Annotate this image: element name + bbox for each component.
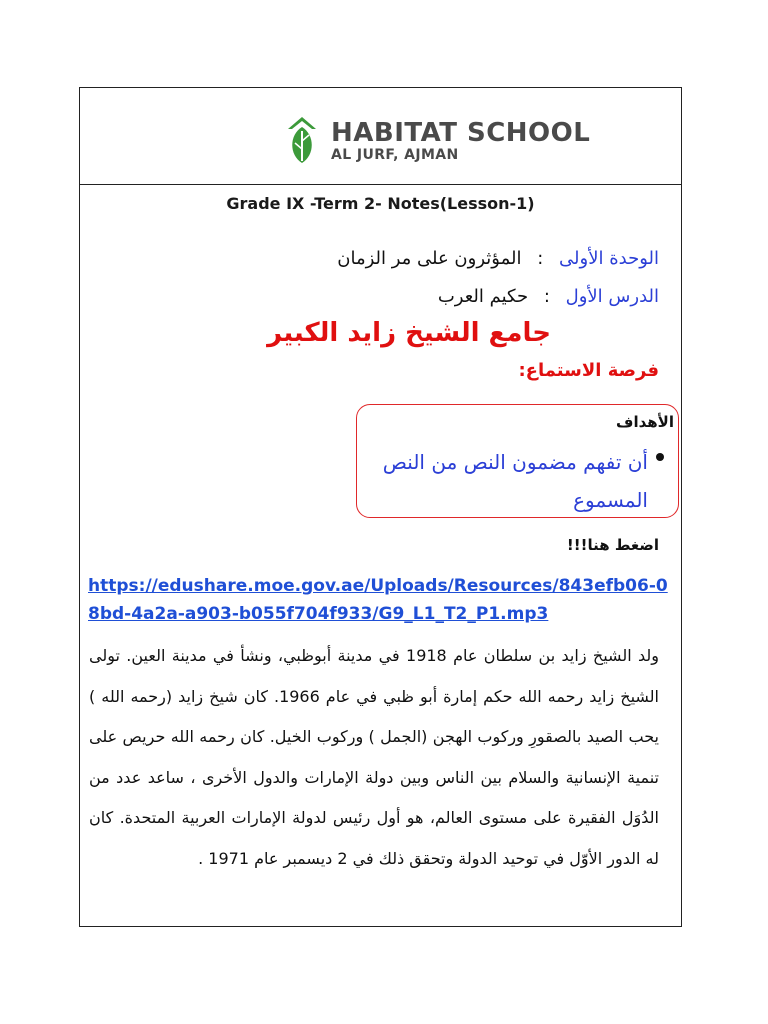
goals-box [356,404,679,518]
lesson-value: حكيم العرب [437,286,529,307]
unit-value: المؤثرون على مر الزمان [337,248,522,269]
goals-title: الأهداف [616,413,674,431]
listening-heading: فرصة الاستماع: [518,360,659,381]
paragraph-text: ولد الشيخ زايد بن سلطان عام 1918 في مدينة أبوظبي، ونشأ في مدينة العين. تولى الشيخ زايد رحمه الله حكم إمارة أبو ظبي في عام 1966. كان شيخ زايد (رحمه الله ) يحب الصيد بالصقورِ وركوب الهجن (الجمل ) وركوب الخيل. كان رحمه الله حريص على تنمية الإنسانية والسلام بين الناس وبين دولة الإمارات والدول الأخرى ، ساعد عدد من الدُوَل الفقيرة على مستوى العالم، هو أول رئيس لدولة الإمارات العربية المتحدة. كان له الدور الأوّل في توحيد الدولة وتحقق ذلك في 2 ديسمبر عام 1971 . [89,646,659,868]
goals-item: أن تفهم مضمون النص من النص المسموع [382,450,648,512]
school-logo [285,115,591,165]
grade-title: Grade IX -Term 2- Notes(Lesson-1) [226,194,535,213]
logo-school-location: AL JURF, AJMAN [331,147,459,163]
unit-separator: : [537,248,544,269]
main-title: جامع الشيخ زايد الكبير [267,318,551,348]
lesson-line [438,286,659,307]
logo-school-name: HABITAT SCHOOL [331,118,591,148]
unit-line [337,248,659,269]
click-here-label: اضغط هنا!!! [566,536,659,554]
lesson-paragraph [89,636,659,879]
unit-label: الوحدة الأولى [559,248,659,269]
bullet-icon [656,453,664,461]
lesson-label: الدرس الأول [565,286,659,307]
document-frame [79,87,682,927]
audio-link[interactable]: https://edushare.moe.gov.ae/Uploads/Resources/843efb06-08bd-4a2a-a903-b055f704f933/G9_L1_T2_P1.mp3 [88,576,668,624]
lesson-separator: : [543,286,550,307]
school-header [80,88,681,185]
leaf-logo-icon [285,115,319,165]
